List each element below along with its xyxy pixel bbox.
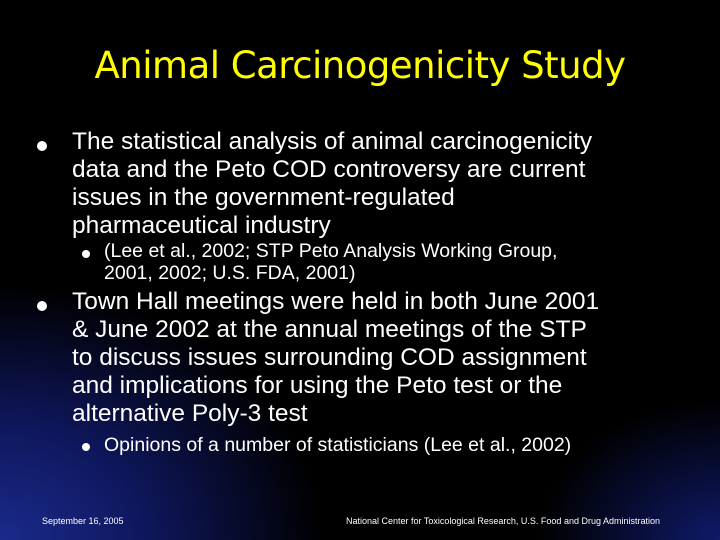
- bullet-2-sub-text: [104, 434, 704, 456]
- bullet-2-sub-line-1: Opinions of a number of statisticians (Lee et al., 2002): [104, 434, 572, 456]
- sub-bullet-icon: [82, 250, 90, 258]
- bullet-2-line-5: alternative Poly-3 test: [72, 400, 308, 427]
- bullet-1-line-1: The statistical analysis of animal carcinogenicity: [72, 128, 593, 155]
- bullet-1-sub-line-2: 2001, 2002; U.S. FDA, 2001): [104, 262, 356, 284]
- bullet-2-line-4: and implications for using the Peto test or the: [72, 372, 563, 399]
- bullet-2-line-1: Town Hall meetings were held in both June 2001: [72, 288, 600, 315]
- bullet-1-text: [72, 128, 702, 240]
- bullet-icon: [37, 301, 47, 311]
- slide-title: Animal Carcinogenicity Study: [94, 44, 626, 87]
- bullet-2-line-2: & June 2002 at the annual meetings of the STP: [72, 316, 587, 343]
- bullet-1-sub-text: [104, 240, 704, 284]
- footer-organization: National Center for Toxicological Research, U.S. Food and Drug Administration: [346, 516, 660, 526]
- bullet-icon: [37, 141, 47, 151]
- footer-date: September 16, 2005: [42, 516, 124, 526]
- bullet-1-sub-line-1: (Lee et al., 2002; STP Peto Analysis Working Group,: [104, 240, 558, 262]
- bullet-2-line-3: to discuss issues surrounding COD assignment: [72, 344, 587, 371]
- bullet-2-text: [72, 288, 702, 428]
- bullet-1-line-3: issues in the government-regulated: [72, 184, 455, 211]
- bullet-1-line-4: pharmaceutical industry: [72, 212, 331, 239]
- sub-bullet-icon: [82, 443, 90, 451]
- bullet-1-line-2: data and the Peto COD controversy are current: [72, 156, 586, 183]
